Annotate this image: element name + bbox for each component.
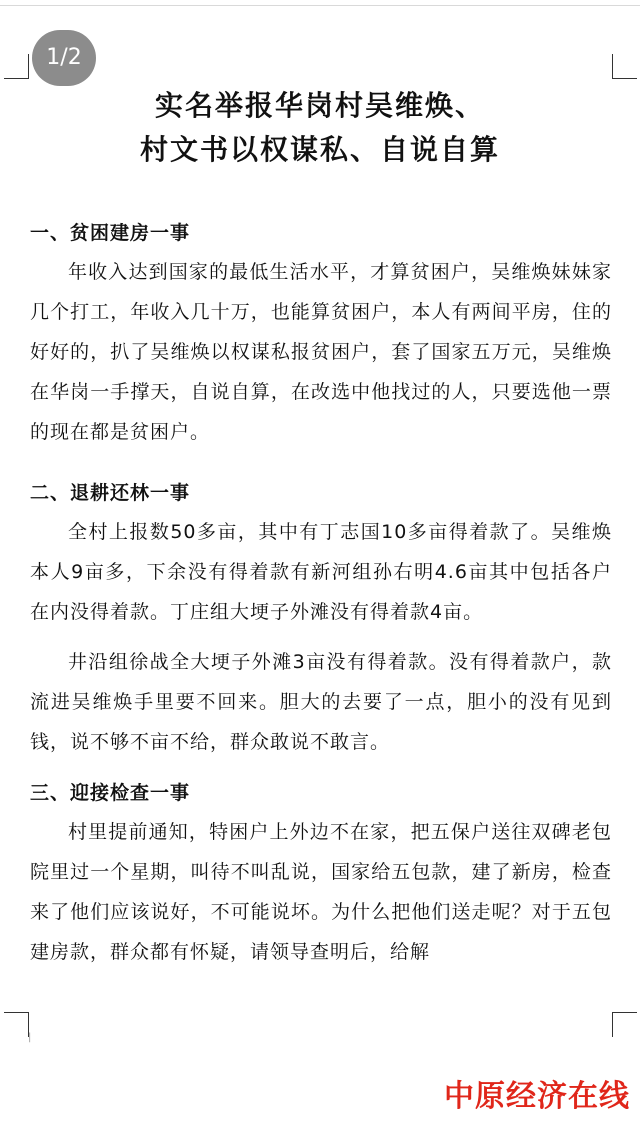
document-title-line-2: 村文书以权谋私、自说自算 <box>139 133 500 166</box>
section-1-paragraph-1: 年收入达到国家的最低生活水平，才算贫困户，吴维焕妹妹家几个打工，年收入几十万，也能算贫困户，本人有两间平房，住的好好的，扒了吴维焕以权谋私报贫困户，套了国家五万元，吴维焕在华岗一手撑天，自说自算，在改选中他找过的人，只要选他一票的现在都是贫困户。 <box>30 261 612 443</box>
section-2-paragraph-1: 全村上报数50多亩，其中有丁志国10多亩得着款了。吴维焕本人9亩多，下余没有得着款有新河组孙右明4.6亩其中包括各户在内没得着款。丁庄组大埂子外滩没有得着款4亩。 <box>30 521 612 623</box>
section-2-paragraph-2: 井沿组徐战全大埂子外滩3亩没有得着款。没有得着款户，款流进吴维焕手里要不回来。胆大的去要了一点，胆小的没有见到钱，说不够不亩不给，群众敢说不敢言。 <box>30 651 612 753</box>
watermark-logo: 中原经济在线 <box>444 1079 630 1114</box>
page-footer-mark: | <box>28 1032 32 1043</box>
document-title-line-1: 实名举报华岗村吴维焕、 <box>154 89 485 122</box>
section-1-heading: 一、贫困建房一事 <box>30 222 191 244</box>
top-divider <box>0 5 640 6</box>
section-3-heading: 三、迎接检查一事 <box>30 782 191 804</box>
crop-mark-bottom-right <box>612 1012 637 1037</box>
crop-mark-top-right <box>612 54 637 79</box>
section-3-paragraph-1: 村里提前通知，特困户上外边不在家，把五保户送往双碑老包院里过一个星期，叫待不叫乱说，国家给五包款，建了新房，检查来了他们应该说好，不可能说坏。为什么把他们送走呢？对于五包建房款，群众都有怀疑，请领导查明后，给解 <box>30 821 612 963</box>
section-2-heading: 二、退耕还林一事 <box>30 482 191 504</box>
page-indicator-badge: 1/2 <box>32 30 96 86</box>
crop-mark-top-left <box>4 54 29 79</box>
crop-mark-bottom-left <box>4 1012 29 1037</box>
